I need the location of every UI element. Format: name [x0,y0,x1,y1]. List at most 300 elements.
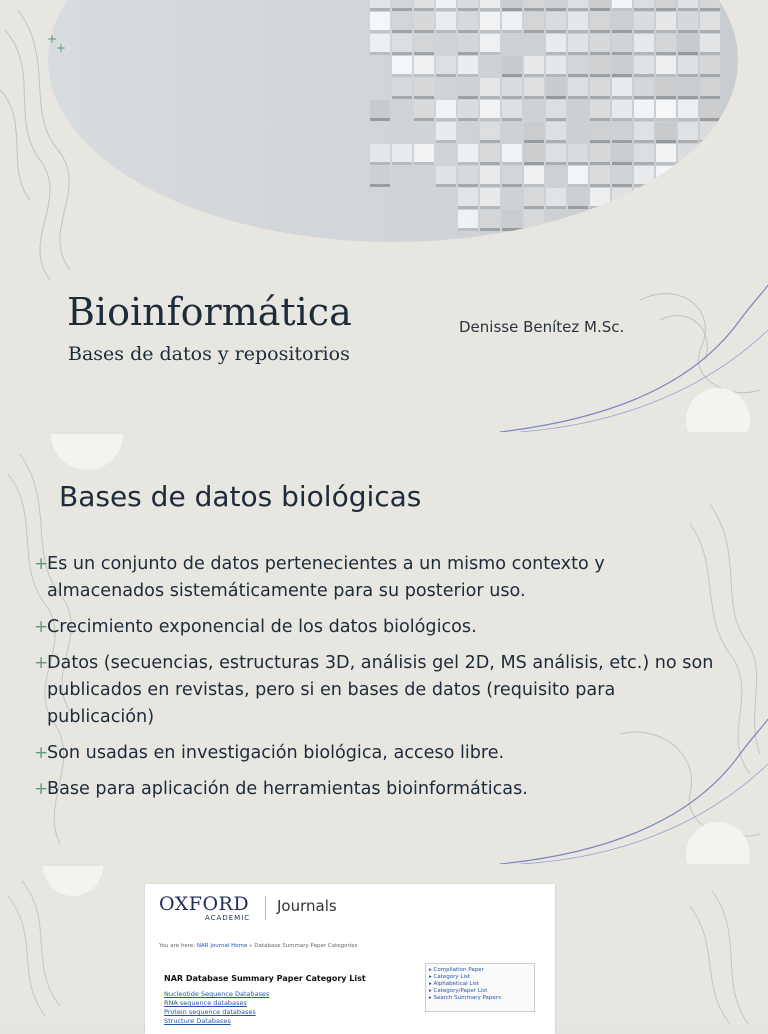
cube-tile-shadow [524,140,544,143]
cube-tile [524,166,544,186]
cube-tile-shadow [414,118,434,121]
bullet-item [34,614,724,641]
cube-tile [546,122,566,142]
cube-tile [568,166,588,186]
cube-tile-shadow [546,118,566,121]
cube-tile [656,144,676,164]
cube-tile-shadow [656,228,676,231]
cube-tile-shadow [678,8,698,11]
bullet-item [34,776,724,803]
cube-tile [480,210,500,230]
cube-tile [612,210,632,230]
bullet-text: Datos (secuencias, estructuras 3D, análisis gel 2D, MS análisis, etc.) no son publicados en revistas, pero si en bases de datos (requisito para publicación) [47,653,714,727]
oxford-academic-label: ACADEMIC [205,914,251,922]
cube-tile [414,12,434,32]
cube-tile [612,12,632,32]
cube-tile [436,122,456,142]
plus-icon: + [34,779,49,799]
cube-tile [546,12,566,32]
cube-tile-shadow [590,8,610,11]
cube-tile [656,210,676,230]
cube-tile [502,100,522,120]
side-link[interactable]: ▸ Category List [429,974,471,980]
cube-tile-shadow [524,96,544,99]
cube-tile [590,56,610,76]
cube-tile-shadow [458,30,478,33]
cube-tile [392,56,412,76]
cube-tile-shadow [612,184,632,187]
cube-tile-shadow [568,8,588,11]
cube-tile-shadow [370,162,390,165]
cube-tile-shadow [590,140,610,143]
cube-tile-shadow [634,30,654,33]
cube-tile [524,122,544,142]
cube-tile [612,122,632,142]
cube-tile [656,100,676,120]
cube-tile [568,34,588,54]
cube-tile-shadow [634,52,654,55]
cube-tile [634,166,654,186]
cube-tile-shadow [656,52,676,55]
cube-tile-shadow [524,74,544,77]
cube-tile [524,56,544,76]
cube-tile-shadow [656,96,676,99]
cube-tile [546,78,566,98]
cube-tile-shadow [458,74,478,77]
cube-tile-shadow [568,52,588,55]
cube-tile-shadow [480,30,500,33]
cube-tile-shadow [414,52,434,55]
cube-tile-shadow [524,228,544,231]
cube-tile [590,12,610,32]
cube-tile-shadow [700,8,720,11]
decorative-circle [43,866,103,896]
cube-tile-shadow [612,140,632,143]
category-link[interactable]: Structure Databases [164,1017,231,1025]
cube-tile-shadow [678,206,698,209]
cube-tile-shadow [700,140,720,143]
cube-tile-shadow [568,206,588,209]
oxford-journals-screenshot [145,884,555,1034]
cube-tile [678,34,698,54]
title-slide-decoration [0,0,768,432]
cube-tile [370,100,390,120]
cube-tile [590,210,610,230]
cube-tile [480,34,500,54]
breadcrumb-current: Database Summary Paper Categories [254,943,358,949]
cube-tile-shadow [634,96,654,99]
bullet-list [34,551,724,812]
cube-tile [524,188,544,208]
cube-tile-shadow [590,162,610,165]
cube-tile-shadow [458,206,478,209]
side-link[interactable]: ▸ Category/Paper List [429,988,488,994]
cube-tile-shadow [590,52,610,55]
cube-tile-shadow [678,184,698,187]
cube-tile [480,12,500,32]
cube-tile [458,188,478,208]
cube-tile-shadow [612,30,632,33]
cube-tile-shadow [392,30,412,33]
cube-tile-shadow [546,162,566,165]
cube-tile-shadow [546,8,566,11]
cube-tile [480,188,500,208]
cube-tile-shadow [414,74,434,77]
cube-tile [678,188,698,208]
plus-icon: + [34,743,49,763]
svg-text:+: + [56,41,67,55]
cube-tile-shadow [612,52,632,55]
cube-tile-shadow [392,52,412,55]
cube-tile [568,56,588,76]
cube-tile-shadow [678,140,698,143]
cube-tile-shadow [568,184,588,187]
slide-subtitle: Bases de datos y repositorios [68,343,350,365]
cube-tile-shadow [502,30,522,33]
cube-tile-shadow [568,74,588,77]
side-link[interactable]: ▸ Alphabetical List [429,981,479,987]
cube-tile-shadow [634,184,654,187]
cube-tile [634,144,654,164]
bullet-text: Es un conjunto de datos pertenecientes a un mismo contexto y almacenados sistemáticamente para su posterior uso. [47,554,605,601]
bullet-item [34,551,724,605]
cube-tile [656,122,676,142]
cube-tile-shadow [524,8,544,11]
cube-tile [524,12,544,32]
cube-tile-shadow [700,52,720,55]
cube-tile [502,144,522,164]
cube-tile-shadow [370,118,390,121]
cube-tile-shadow [436,184,456,187]
cube-tile [546,144,566,164]
decorative-circle-top [51,434,123,470]
cube-tile-shadow [700,96,720,99]
cube-tile-shadow [656,162,676,165]
cube-tile [700,34,720,54]
cube-tile-shadow [370,30,390,33]
bullet-item [34,650,724,731]
cube-tile [590,78,610,98]
cube-tile-shadow [480,52,500,55]
cube-tile [634,12,654,32]
cube-tile [458,12,478,32]
cube-tile-shadow [612,228,632,231]
cube-tile-shadow [612,8,632,11]
cube-tile-shadow [392,74,412,77]
cube-tile-shadow [524,206,544,209]
cube-tile-shadow [370,184,390,187]
cube-tile-shadow [590,184,610,187]
cube-tile-shadow [612,118,632,121]
cube-tile [546,56,566,76]
cube-tile [392,34,412,54]
cube-tile-shadow [546,96,566,99]
cube-tile-shadow [458,52,478,55]
cube-tile [590,166,610,186]
section-title: Bases de datos biológicas [59,480,422,513]
oxford-logo: OXFORD [159,893,250,915]
cube-tile [634,56,654,76]
cube-tile-shadow [436,118,456,121]
bullet-text: Base para aplicación de herramientas bioinformáticas. [47,779,528,799]
cube-tile-shadow [546,206,566,209]
plus-icon: + [34,653,49,673]
cube-tile [590,34,610,54]
breadcrumb-link-nar-home[interactable]: NAR Journal Home [196,943,248,949]
cube-tile [612,34,632,54]
cube-tile [546,34,566,54]
cube-tile [436,166,456,186]
cube-tile [458,34,478,54]
cube-tile-shadow [634,162,654,165]
cube-tile-shadow [480,8,500,11]
cube-tile [700,56,720,76]
cube-tile-shadow [546,52,566,55]
cube-tile-shadow [678,118,698,121]
cube-tile-shadow [590,74,610,77]
cube-tile [634,78,654,98]
cube-tile [568,78,588,98]
cube-tile-shadow [436,74,456,77]
cube-tile-shadow [656,74,676,77]
cube-tile-shadow [480,96,500,99]
cube-tile-shadow [480,118,500,121]
cube-tile [392,12,412,32]
cube-tile-shadow [590,30,610,33]
cube-tile [436,100,456,120]
cube-tile [502,12,522,32]
cube-tile [480,78,500,98]
cube-tile [414,56,434,76]
slide-title: Bioinformática [67,290,352,334]
cube-tile [458,210,478,230]
cube-tile [502,78,522,98]
cube-tile [678,100,698,120]
cube-tile [700,122,720,142]
cube-tile-shadow [700,228,720,231]
cube-tile [502,56,522,76]
cube-tile [700,100,720,120]
cube-tile [436,12,456,32]
cube-tile-shadow [414,30,434,33]
cube-tile-shadow [458,8,478,11]
bullet-item [34,740,724,767]
cube-tile [678,210,698,230]
cube-tile-shadow [656,140,676,143]
cube-tile-shadow [678,30,698,33]
cube-tile [590,188,610,208]
cube-tile [678,144,698,164]
cube-tile [678,56,698,76]
breadcrumb-prefix: You are here: [159,943,196,949]
cube-tile-shadow [458,228,478,231]
cube-tile-shadow [656,118,676,121]
cube-tile [634,100,654,120]
cube-tile [524,78,544,98]
cube-tile [392,144,412,164]
cube-tile [678,166,698,186]
cube-tile-shadow [612,96,632,99]
cube-tile-shadow [480,184,500,187]
cube-tile [414,100,434,120]
decorative-circle [686,388,750,432]
cube-tile [700,78,720,98]
cube-tile [370,34,390,54]
author-name: Denisse Benítez M.Sc. [459,318,625,336]
cube-tile [568,12,588,32]
cube-tile [414,144,434,164]
cube-tile [700,166,720,186]
cube-tile [480,166,500,186]
cube-tile-shadow [524,184,544,187]
cube-tile [700,188,720,208]
cube-tile [634,122,654,142]
cube-tile [656,188,676,208]
cube-tile-shadow [634,74,654,77]
cube-tile [480,144,500,164]
plus-icon: + [34,617,49,637]
cube-tile-shadow [414,96,434,99]
cube-tile-shadow [656,30,676,33]
cube-tile-shadow [480,206,500,209]
cube-tile-shadow [458,118,478,121]
cube-tile-shadow [458,162,478,165]
cube-tile-shadow [458,96,478,99]
cube-tile-shadow [634,206,654,209]
cube-tile-shadow [436,140,456,143]
cube-tile-shadow [678,96,698,99]
cube-tile [568,188,588,208]
cube-tile [700,144,720,164]
cube-tile-shadow [700,74,720,77]
cube-tile-shadow [678,52,698,55]
cube-tile [612,100,632,120]
header-divider [265,896,266,920]
side-navigation-box [425,963,535,1012]
cube-tile [678,78,698,98]
cube-tile-shadow [700,118,720,121]
cube-tile-shadow [436,8,456,11]
cube-tile [546,100,566,120]
cube-tile-shadow [546,30,566,33]
cube-tile-shadow [370,8,390,11]
cube-tile-shadow [634,228,654,231]
category-link[interactable]: Protein sequence databases [164,1008,256,1016]
cube-tile [458,100,478,120]
cube-tile-shadow [678,74,698,77]
cube-tile [612,188,632,208]
side-link[interactable]: ▸ Search Summary Papers [429,995,501,1001]
cube-tile [546,188,566,208]
cube-tile-shadow [546,74,566,77]
cube-tile-shadow [546,140,566,143]
cube-tile [656,166,676,186]
cube-tile [700,12,720,32]
cube-tile-shadow [436,30,456,33]
cube-tile-shadow [502,162,522,165]
cube-tile-shadow [656,8,676,11]
cube-tile [612,166,632,186]
breadcrumb [159,943,358,949]
cube-tile [612,78,632,98]
cube-tile-shadow [612,162,632,165]
cube-tile [480,100,500,120]
cube-tile-shadow [568,162,588,165]
category-link[interactable]: RNA sequence databases [164,999,247,1007]
category-links [164,990,269,1026]
cube-tile-shadow [634,140,654,143]
cube-tile [612,56,632,76]
cube-tile [458,144,478,164]
cube-tile [370,166,390,186]
category-link[interactable]: Nucleotide Sequence Databases [164,990,270,998]
cube-tile-shadow [700,184,720,187]
cube-tile [414,78,434,98]
cube-tile-shadow [568,96,588,99]
cube-tile [656,12,676,32]
cube-tile-shadow [568,30,588,33]
cube-tile-shadow [392,96,412,99]
cube-tile-shadow [612,74,632,77]
cube-tile [480,122,500,142]
cube-tile [436,56,456,76]
cube-tile [502,166,522,186]
cube-tile [458,166,478,186]
cube-tile [700,210,720,230]
cube-tile-shadow [700,162,720,165]
journals-label: Journals [277,897,337,915]
cube-tile-shadow [590,228,610,231]
cube-tile-shadow [370,52,390,55]
cube-tile [392,78,412,98]
bullet-text: Son usadas en investigación biológica, acceso libre. [47,743,505,763]
cube-tile-shadow [656,184,676,187]
cube-tile [634,188,654,208]
svg-text:+: + [47,32,58,46]
cube-tile-shadow [634,118,654,121]
cube-tile-shadow [524,162,544,165]
cube-tile-shadow [590,96,610,99]
cube-tile [370,144,390,164]
cube-tile-shadow [502,96,522,99]
cube-tile-shadow [524,30,544,33]
cube-tile-shadow [612,206,632,209]
cube-tile-shadow [414,162,434,165]
cube-tile [524,210,544,230]
cube-tile-shadow [700,30,720,33]
cube-tile-shadow [392,162,412,165]
cube-tile-shadow [590,118,610,121]
cube-tile-shadow [502,228,522,231]
cube-tile-shadow [590,206,610,209]
cube-tile [568,144,588,164]
cube-tile-shadow [700,206,720,209]
cube-tile-shadow [480,140,500,143]
cube-tile-shadow [392,8,412,11]
cube-tile [656,78,676,98]
cube-tile [656,34,676,54]
title-slide [0,0,768,432]
cube-tile [678,12,698,32]
side-link[interactable]: ▸ Compilation Paper [429,967,484,973]
bullet-text: Crecimiento exponencial de los datos biológicos. [47,617,477,637]
cube-tile [414,34,434,54]
cube-tile-shadow [656,206,676,209]
cube-tile-shadow [502,74,522,77]
cube-tile [590,144,610,164]
cube-tile [656,56,676,76]
decorative-circle-bottom [686,822,750,864]
